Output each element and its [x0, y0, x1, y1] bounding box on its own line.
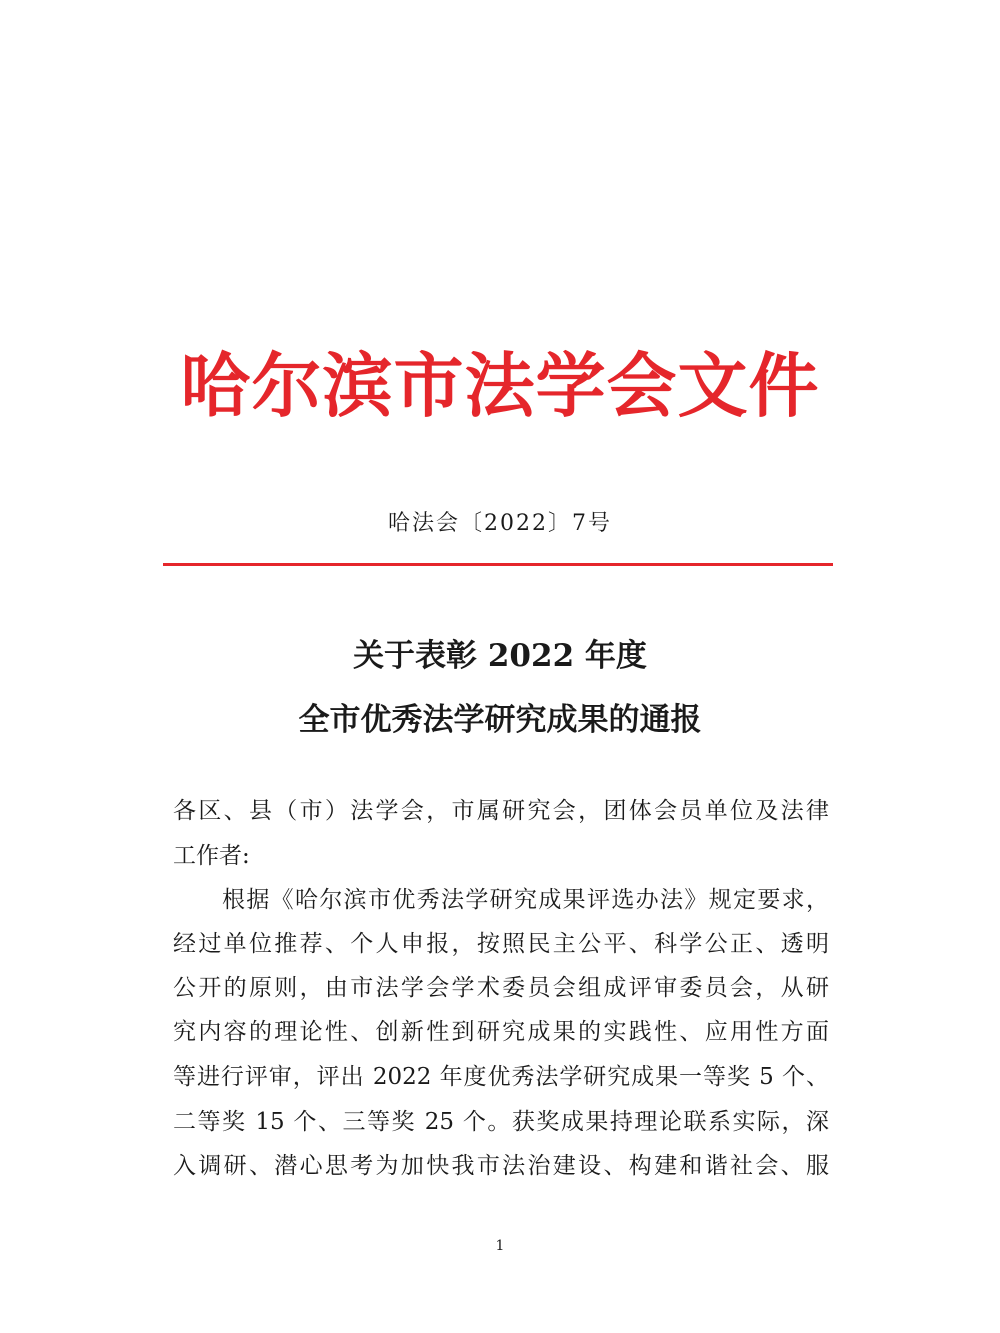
- salutation-line-2: 工作者:: [173, 843, 250, 869]
- notice-title-line-2: 全市优秀法学研究成果的通报: [298, 702, 702, 738]
- paragraph-line: 入调研、潜心思考为加快我市法治建设、构建和谐社会、服: [173, 1153, 829, 1179]
- paragraph-line: 等进行评审，评出 2022 年度优秀法学研究成果一等奖 5 个、: [173, 1064, 829, 1090]
- salutation-line-1: 各区、县（市）法学会，市属研究会，团体会员单位及法律: [173, 798, 829, 824]
- paragraph-line: 根据《哈尔滨市优秀法学研究成果评选办法》规定要求，: [222, 887, 829, 913]
- paragraph-line: 二等奖 15 个、三等奖 25 个。获奖成果持理论联系实际，深: [173, 1109, 829, 1135]
- red-divider: [163, 563, 833, 566]
- paragraph-line: 究内容的理论性、创新性到研究成果的实践性、应用性方面: [173, 1019, 829, 1045]
- paragraph-line: 公开的原则，由市法学会学术委员会组成评审委员会，从研: [173, 975, 829, 1001]
- notice-title-line-1: 关于表彰 2022 年度: [353, 638, 647, 674]
- page-number: 1: [495, 1238, 505, 1254]
- paragraph-line: 经过单位推荐、个人申报，按照民主公平、科学公正、透明: [173, 931, 829, 957]
- masthead-title: 哈尔滨市法学会文件: [180, 344, 820, 427]
- document-number: 哈法会〔2022〕7号: [388, 511, 612, 536]
